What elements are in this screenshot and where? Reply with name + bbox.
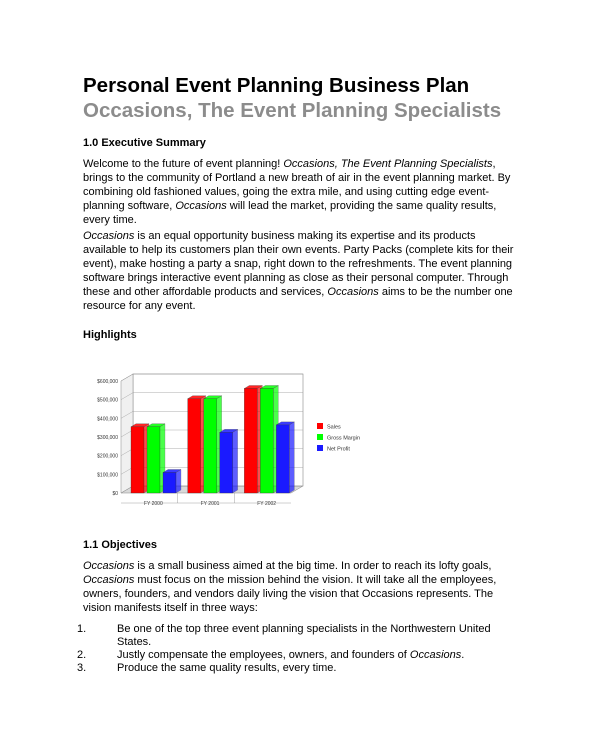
y-tick-label: $500,000 bbox=[97, 397, 118, 404]
text-run: will lead the market, providing the same quality results, every time. bbox=[83, 200, 497, 226]
list-number: 3. bbox=[77, 662, 87, 674]
text-run: Be one of the top three event planning specialists in the Northwestern United States. bbox=[117, 623, 491, 648]
vision-list bbox=[77, 623, 517, 675]
bar bbox=[204, 399, 217, 493]
text-run: is an equal opportunity business making its expertise and its products available to help its customers plan their own events. Party Packs (complete kits for their event), make hosting a party a snap, right down to the refreshments. The event planning software brings interactive event planning as close as their personal computer. Through these and other affordable products and services, bbox=[83, 230, 514, 298]
x-tick-label: FY 2000 bbox=[143, 501, 163, 507]
executive-summary-heading: 1.0 Executive Summary bbox=[83, 137, 206, 149]
x-tick-label: FY 2001 bbox=[200, 501, 220, 507]
highlights-heading: Highlights bbox=[83, 329, 137, 341]
document-title: Personal Event Planning Business Plan bbox=[83, 74, 470, 97]
document-subtitle: Occasions, The Event Planning Specialists bbox=[83, 99, 502, 122]
vision-item-1 bbox=[77, 623, 517, 649]
legend-label: Sales bbox=[327, 424, 341, 431]
x-tick-label: FY 2002 bbox=[257, 501, 277, 507]
text-run: , brings to the community of Portland a new breath of air in the event planning market. By combining old fashioned values, going the extra mile, and using cutting edge event-planning software, bbox=[83, 158, 511, 212]
italic-text: Occasions bbox=[83, 560, 135, 572]
text-run: . bbox=[461, 649, 465, 661]
legend-label: Gross Margin bbox=[327, 435, 361, 442]
y-tick-label: $100,000 bbox=[97, 472, 118, 479]
italic-text: Occasions bbox=[409, 649, 462, 661]
bar-side bbox=[289, 422, 294, 493]
list-number: 1. bbox=[77, 623, 87, 635]
y-tick-label: $400,000 bbox=[97, 416, 118, 423]
executive-summary-paragraph-2 bbox=[83, 229, 515, 313]
bar-side bbox=[233, 429, 238, 493]
italic-text: Occasions bbox=[175, 200, 227, 212]
bar bbox=[131, 427, 144, 493]
bar bbox=[276, 425, 289, 493]
text-run: must focus on the mission behind the vision. It will take all the employees, owners, founders, and vendors daily living the vision that Occasions represents. The vision manifests itself in three ways: bbox=[83, 574, 497, 614]
italic-text: Occasions, The Event Planning Specialists bbox=[283, 158, 493, 170]
text-run: aims to be the number one resource for any event. bbox=[83, 286, 513, 312]
italic-text: Occasions bbox=[327, 286, 379, 298]
list-number: 2. bbox=[77, 649, 87, 661]
text-run: Justly compensate the employees, owners, and founders of bbox=[117, 649, 410, 661]
bar bbox=[163, 472, 176, 493]
bar bbox=[220, 432, 233, 493]
text-run: is a small business aimed at the big time. In order to reach its lofty goals, bbox=[134, 560, 492, 572]
y-tick-label: $300,000 bbox=[97, 435, 118, 441]
bar bbox=[147, 427, 160, 493]
bar bbox=[260, 388, 273, 493]
y-tick-label: $600,000 bbox=[97, 379, 118, 385]
objectives-paragraph bbox=[83, 559, 515, 615]
bar bbox=[244, 388, 257, 493]
y-tick-label: $200,000 bbox=[97, 453, 118, 460]
italic-text: Occasions bbox=[83, 574, 135, 586]
text-run: Produce the same quality results, every time. bbox=[117, 662, 337, 674]
text-run: Welcome to the future of event planning! bbox=[83, 158, 284, 170]
bar-side bbox=[176, 469, 181, 493]
legend-swatch bbox=[317, 434, 323, 440]
y-tick-label: $0 bbox=[112, 491, 118, 497]
bar bbox=[188, 399, 201, 493]
legend-label: Net Profit bbox=[327, 446, 350, 453]
vision-item-2 bbox=[77, 649, 517, 662]
executive-summary-paragraph-1 bbox=[83, 157, 515, 227]
objectives-heading: 1.1 Objectives bbox=[83, 539, 157, 551]
vision-item-3 bbox=[77, 662, 517, 675]
highlights-chart bbox=[83, 365, 361, 525]
legend-swatch bbox=[317, 423, 323, 429]
italic-text: Occasions bbox=[83, 230, 135, 242]
legend-swatch bbox=[317, 445, 323, 451]
